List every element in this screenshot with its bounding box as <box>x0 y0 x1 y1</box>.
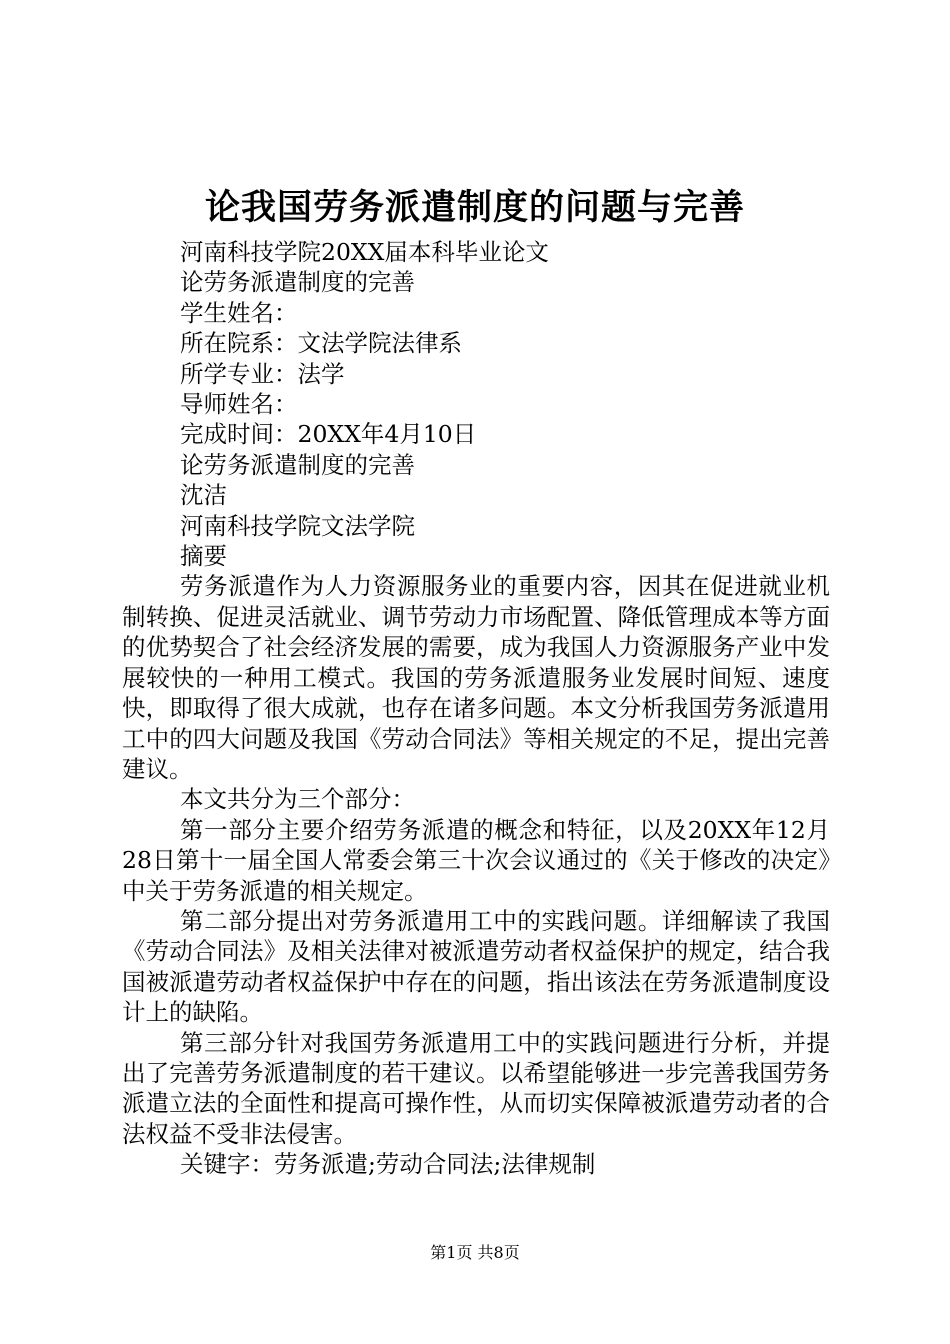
abstract-paragraph: 劳务派遣作为人力资源服务业的重要内容，因其在促进就业机制转换、促进灵活就业、调节劳动力市场配置、降低管理成本等方面的优势契合了社会经济发展的需要，成为我国人力资源服务产业中发展较快的一种用工模式。我国的劳务派遣服务业发展时间短、速度快，即取得了很大成就，也存在诸多问题。本文分析我国劳务派遣用工中的四大问题及我国《劳动合同法》等相关规定的不足，提出完善建议。 <box>122 572 830 783</box>
header-line-student-name: 学生姓名： <box>180 298 298 327</box>
header-line-completion-date: 完成时间：20XX年4月10日 <box>180 420 477 449</box>
header-line-school: 河南科技学院20XX届本科毕业论文 <box>180 238 549 266</box>
header-line-thesis-title-repeat: 论劳务派遣制度的完善 <box>180 450 415 479</box>
part-two-paragraph: 第二部分提出对劳务派遣用工中的实践问题。详细解读了我国《劳动合同法》及相关法律对被派遣劳动者权益保护的规定，结合我国被派遣劳动者权益保护中存在的问题，指出该法在劳务派遣制度设计上的缺陷。 <box>122 906 830 1027</box>
abstract-heading: 摘要 <box>180 542 227 571</box>
header-line-advisor: 导师姓名： <box>180 390 298 419</box>
part-three-paragraph: 第三部分针对我国劳务派遣用工中的实践问题进行分析，并提出了完善劳务派遣制度的若干建议。以希望能够进一步完善我国劳务派遣立法的全面性和提高可操作性，从而切实保障被派遣劳动者的合法权益不受非法侵害。 <box>122 1028 830 1148</box>
structure-intro-paragraph: 本文共分为三个部分： <box>180 785 415 814</box>
keywords-paragraph: 关键字：劳务派遣;劳动合同法;法律规制 <box>180 1150 596 1179</box>
header-line-thesis-title: 论劳务派遣制度的完善 <box>180 268 415 297</box>
header-line-major: 所学专业：法学 <box>180 359 345 388</box>
document-title: 论我国劳务派遣制度的问题与完善 <box>204 187 745 228</box>
part-one-paragraph: 第一部分主要介绍劳务派遣的概念和特征，以及20XX年12月28日第十一届全国人常委会第三十次会议通过的《关于修改的决定》中关于劳务派遣的相关规定。 <box>122 815 830 905</box>
header-line-affiliation: 河南科技学院文法学院 <box>180 511 415 540</box>
header-line-author: 沈洁 <box>180 481 227 510</box>
document-body <box>122 237 830 1180</box>
page-number-footer: 第1页 共8页 <box>430 1243 520 1262</box>
header-line-department: 所在院系：文法学院法律系 <box>180 329 462 358</box>
